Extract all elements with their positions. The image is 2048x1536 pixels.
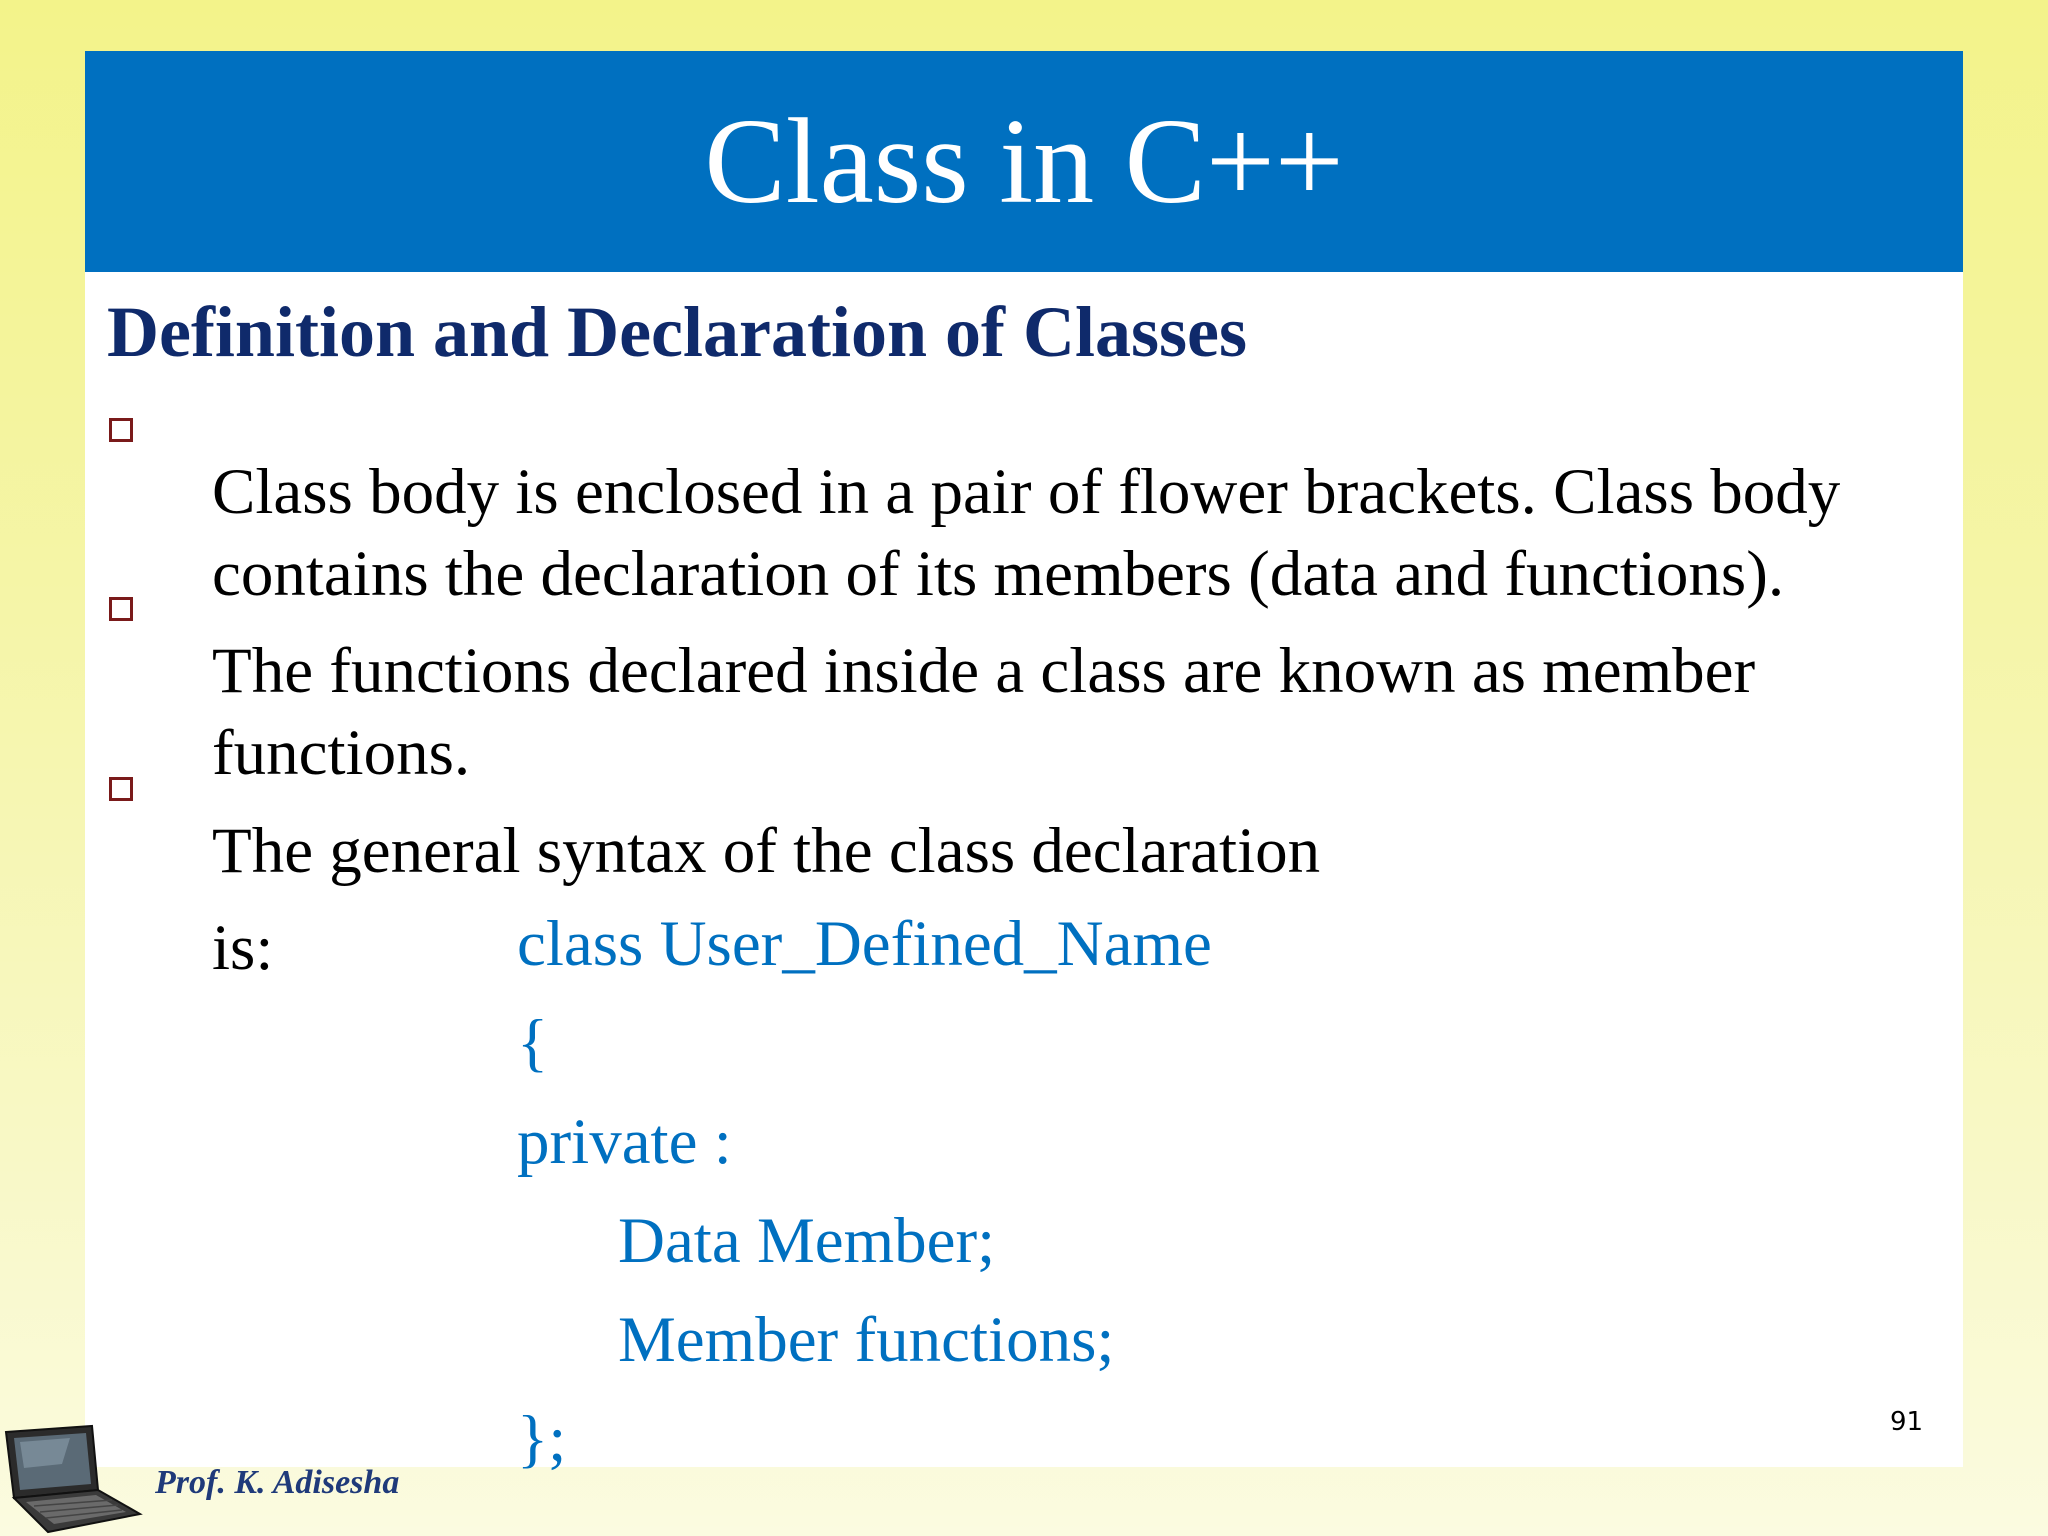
code-line-open-brace: { bbox=[517, 1007, 549, 1079]
bullet-square-icon bbox=[109, 418, 133, 442]
laptop-icon bbox=[0, 1424, 145, 1536]
code-line-private: private : bbox=[517, 1106, 732, 1178]
code-line-class: class User_Defined_Name bbox=[517, 908, 1212, 980]
section-heading: Definition and Declaration of Classes bbox=[107, 292, 1247, 372]
bullet-1-line-1: Class body is enclosed in a pair of flower brackets. Class body bbox=[212, 456, 1841, 528]
author-name: Prof. K. Adisesha bbox=[155, 1464, 400, 1501]
bullet-1-line-2: contains the declaration of its members (data and functions). bbox=[212, 538, 1785, 610]
slide-title: Class in C++ bbox=[704, 94, 1344, 229]
footer bbox=[0, 1424, 444, 1536]
code-line-data-member: Data Member; bbox=[618, 1205, 996, 1277]
bullet-2-line-2: functions. bbox=[212, 717, 471, 789]
code-line-member-functions: Member functions; bbox=[618, 1304, 1115, 1376]
code-line-close-brace: }; bbox=[517, 1403, 567, 1475]
bullet-3-line-1: The general syntax of the class declaration bbox=[212, 815, 1321, 887]
title-bar bbox=[85, 51, 1963, 272]
bullet-2-line-1: The functions declared inside a class are known as member bbox=[212, 635, 1756, 707]
bullet-square-icon bbox=[109, 777, 133, 801]
page-number: 91 bbox=[1890, 1407, 1924, 1437]
slide bbox=[85, 51, 1963, 1475]
bullet-square-icon bbox=[109, 597, 133, 621]
bullet-3-line-2: is: bbox=[212, 912, 274, 984]
